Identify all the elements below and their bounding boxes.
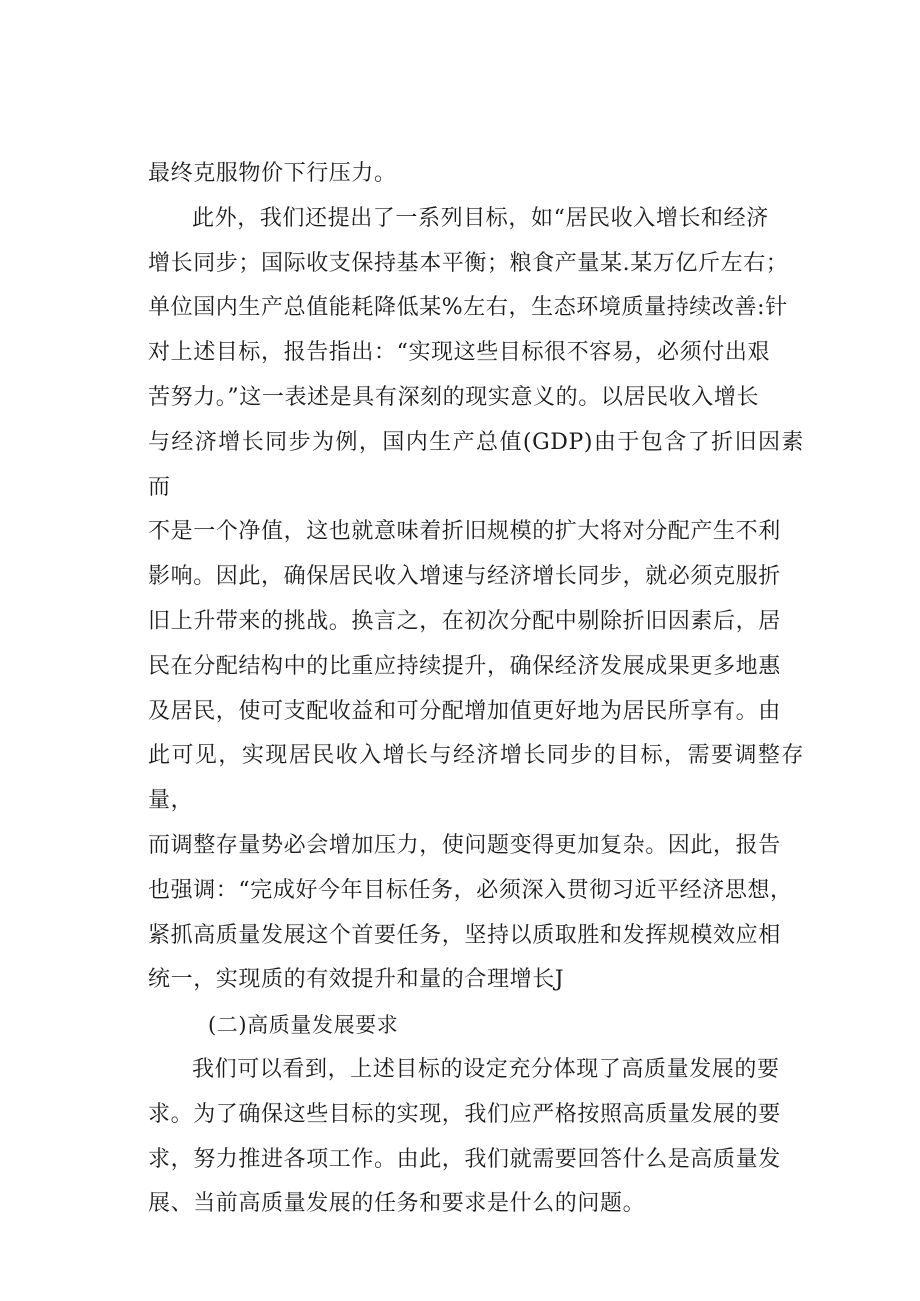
- paragraph-opening: 最终克服物价下行压力。: [148, 161, 397, 186]
- section-heading: (二)高质量发展要求: [208, 1013, 399, 1038]
- paragraph-goals: 此外，我们还提出了一系列目标，如“居民收入增长和经济 增长同步；国际收支保持基本平衡；粮食产量某.某万亿斤左右； 单位国内生产总值能耗降低某%左右，生态环境质量持续改善:针 对上述目标，报告指出：“实现这些目标很不容易，必须付出艰 苦努力。”这一表述是具有深刻的现实意义的。以居民收入增长 与经济增长同步为例，国内生产总值(GDP)由于包含了折旧因素而 不是一个净值，这也就意味着折旧规模的扩大将对分配产生不利 影响。因此，确保居民收入增速与经济增长同步，就必须克服折 旧上升带来的挑战。换言之，在初次分配中剔除折旧因素后，居 民在分配结构中的比重应持续提升，确保经济发展成果更多地惠 及居民，使可支配收益和可分配增加值更好地为居民所享有。由 此可见，实现居民收入增长与经济增长同步的目标，需要调整存量， 而调整存量势必会增加压力，使问题变得更加复杂。因此，报告 也强调：“完成好今年目标任务，必须深入贯彻习近平经济思想， 紧抓高质量发展这个首要任务，坚持以质取胜和发挥规模效应相 统一，实现质的有效提升和量的合理增长J: [148, 205, 804, 993]
- document-body: [148, 152, 804, 1227]
- paragraph-high-quality: 我们可以看到，上述目标的设定充分体现了高质量发展的要 求。为了确保这些目标的实现，我们应严格按照高质量发展的要 求，努力推进各项工作。由此，我们就需要回答什么是高质量发 展、当前高质量发展的任务和要求是什么的问题。: [148, 1056, 781, 1217]
